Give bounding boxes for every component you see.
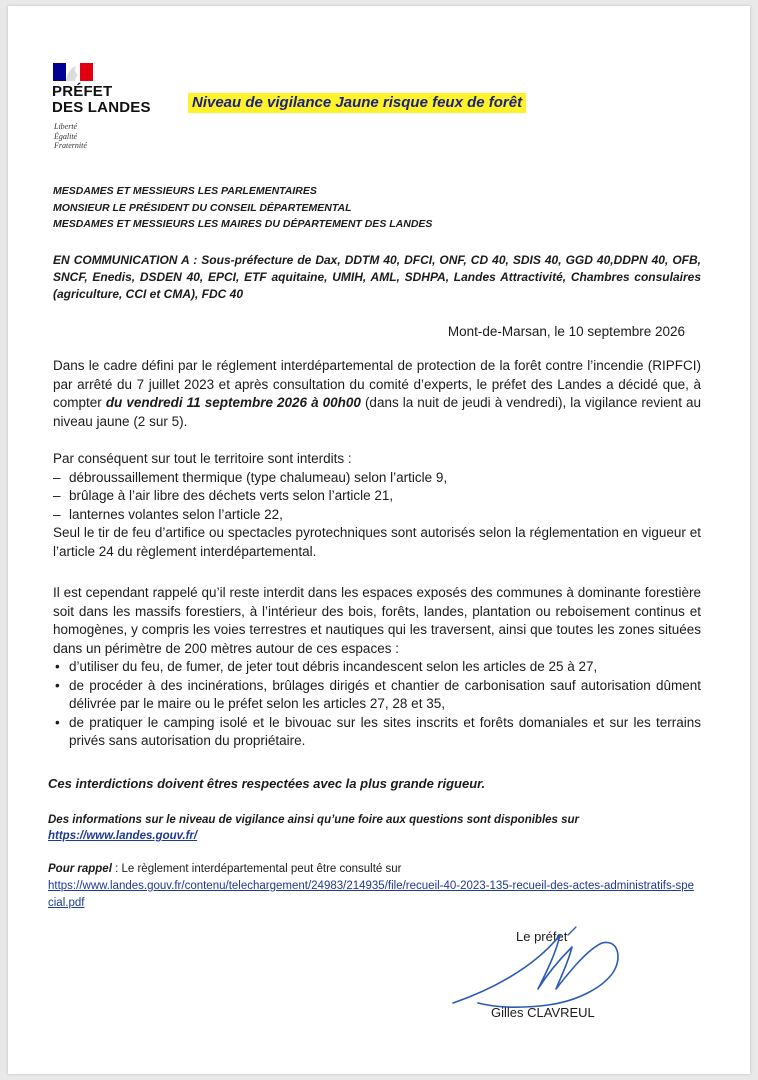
motto-fraternite: Fraternité xyxy=(54,141,87,150)
handwritten-signature xyxy=(448,921,628,1016)
recipient-line: MESDAMES ET MESSIEURS LES PARLEMENTAIRES xyxy=(53,185,317,197)
forest-rules-paragraph xyxy=(53,584,701,751)
republic-motto xyxy=(54,122,87,151)
decision-text-before: Dans le cadre défini par le réglement interdépartemental de protection de la forêt contre l’incendie (RIPFCI) par arrêté du 7 juillet 2023 et après consultation du comité d’experts, le préfet des Landes a décidé que, à compter xyxy=(53,358,701,410)
list-item: – brûlage à l’air libre des déchets verts selon l’article 21, xyxy=(53,488,394,503)
letter-page xyxy=(8,6,750,1074)
info-paragraph xyxy=(48,812,698,844)
reminder-text: : Le règlement interdépartemental peut être consulté sur xyxy=(111,863,402,875)
prohibitions-paragraph xyxy=(53,450,701,561)
prefet-line-2: DES LANDES xyxy=(52,99,151,116)
place-date: Mont-de-Marsan, le 10 septembre 2026 xyxy=(447,324,685,339)
list-item: – débroussaillement thermique (type chalumeau) selon l’article 9, xyxy=(53,469,448,485)
signatory-name: Gilles CLAVREUL xyxy=(491,1005,595,1020)
effective-date-emphasis: du vendredi 11 septembre 2026 à 00h00 xyxy=(105,395,361,410)
recipients-block xyxy=(53,183,432,233)
forest-rules-intro: Il est cependant rappelé qu’il reste interdit dans les espaces exposés des communes à dominante forestière soit dans les massifs forestiers, à l’intérieur des bois, forêts, landes, plantation ou reboisement continus et homogènes, y compris les voies terrestres et nautiques qui les traversent, ainsi que toutes les zones situées dans un périmètre de 200 mètres autour de ces espaces : xyxy=(53,585,701,656)
decision-text-after: (dans la nuit de jeudi à vendredi), la vigilance revient au niveau jaune (2 sur 5). xyxy=(53,395,701,429)
motto-liberte: Liberté xyxy=(54,122,78,131)
list-item: • de procéder à des incinérations, brûlages dirigés et chantier de carbonisation sauf autorisation dûment délivrée par le maire ou le préfet selon les articles 27, 28 et 35, xyxy=(55,677,701,711)
regulation-link[interactable]: https://www.landes.gouv.fr/contenu/telechargement/24983/214935/file/recueil-40-2023-135-recueil-des-actes-administratifs-special.pdf xyxy=(48,880,695,909)
prefecture-name xyxy=(52,84,151,116)
reminder-label: Pour rappel xyxy=(48,863,112,875)
list-item: • de pratiquer le camping isolé et le bivouac sur les sites inscrits et forêts domaniales et sur les terrains privés sans autorisation du propriétaire. xyxy=(55,714,701,748)
list-item: • d’utiliser du feu, de fumer, de jeter tout débris incandescent selon les articles de 25 à 27, xyxy=(55,659,598,674)
info-text: Des informations sur le niveau de vigilance ainsi qu’une foire aux questions sont disponibles sur xyxy=(48,814,580,826)
prohibitions-intro: Par conséquent sur tout le territoire sont interdits : xyxy=(53,451,352,466)
signatory-title: Le préfet xyxy=(516,929,568,944)
fireworks-exception: Seul le tir de feu d’artifice ou spectacles pyrotechniques sont autorisés selon la réglementation en vigueur et l’article 24 du règlement interdépartemental. xyxy=(53,525,701,559)
communication-list: EN COMMUNICATION A : Sous-préfecture de Dax, DDTM 40, DFCI, ONF, CD 40, SDIS 40, GGD 40,DDPN 40, OFB, SNCF, Enedis, DSDEN 40, EPCI, ETF aquitaine, UMIH, AML, SDHPA, Landes Attractivité, Chambres consulaires (agriculture, CCI et CMA), FDC 40 xyxy=(53,253,701,301)
vigilance-level-banner: Niveau de vigilance Jaune risque feux de forêt xyxy=(188,93,526,113)
list-item: – lanternes volantes selon l’article 22, xyxy=(53,506,283,522)
flag-blue-band xyxy=(53,63,66,81)
recipient-line: MESDAMES ET MESSIEURS LES MAIRES DU DÉPARTEMENT DES LANDES xyxy=(53,218,433,230)
motto-egalite: Égalité xyxy=(54,131,78,141)
rigor-warning: Ces interdictions doivent êtres respectées avec la plus grande rigueur. xyxy=(48,776,486,791)
forest-rules-list xyxy=(53,658,701,751)
prohibitions-list xyxy=(53,469,701,525)
info-link[interactable]: https://www.landes.gouv.fr/ xyxy=(48,830,198,842)
prefet-line-1: PRÉFET xyxy=(52,83,113,100)
marianne-logo-icon xyxy=(53,63,93,81)
reminder-paragraph xyxy=(48,861,698,912)
decision-paragraph xyxy=(53,357,701,431)
flag-red-band xyxy=(80,63,93,81)
recipient-line: MONSIEUR LE PRÉSIDENT DU CONSEIL DÉPARTEMENTAL xyxy=(53,201,352,214)
